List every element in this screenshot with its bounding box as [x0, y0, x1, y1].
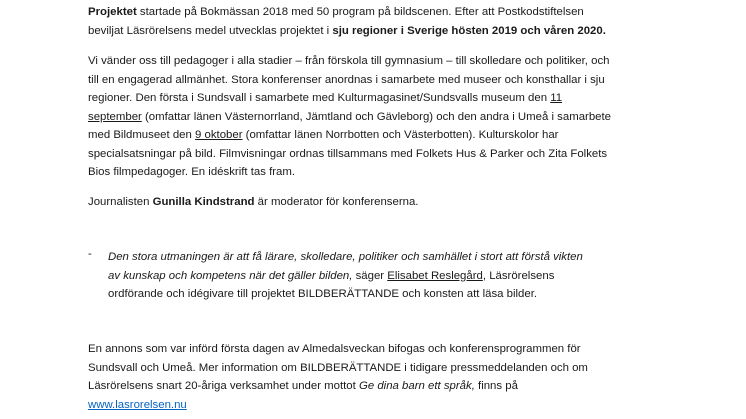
- paragraph-moderator: [88, 193, 688, 212]
- text: , Läsrörelsens: [482, 269, 555, 282]
- bullet-dash: -: [88, 248, 92, 260]
- motto-text: Ge dina barn ett språk,: [358, 380, 475, 392]
- text: till en engagerad allmänhet. Stora konferenser anordnas i samarbete med museer och konsthallar i sju: [88, 73, 605, 86]
- text: Vi vänder oss till pedagoger i alla stadier – från förskola till gymnasium – till skolledare och politiker, och: [88, 55, 610, 67]
- quote-block: [88, 248, 688, 304]
- regions-highlight: sju regioner i Sverige hösten 2019 och våren 2020.: [332, 24, 606, 37]
- paragraph-more-info: [88, 340, 688, 414]
- moderator-name: Gunilla Kindstrand: [152, 196, 255, 208]
- text: är moderator för konferenserna.: [254, 196, 419, 208]
- text: Journalisten: [88, 196, 153, 208]
- text: beviljat Läsrörelsens medel utvecklas projektet i: [88, 24, 333, 37]
- date-sept-link[interactable]: september: [88, 110, 142, 123]
- text: Läsrörelsens snart 20-åriga verksamhet under mottot: [88, 380, 359, 392]
- text: startade på Bokmässan 2018 med 50 program på bildscenen. Efter att Postkodstiftelsen: [136, 6, 584, 18]
- project-label: Projektet: [88, 6, 137, 18]
- text: säger: [352, 269, 388, 282]
- quote-text: av kunskap och kompetens när det gäller bilden,: [108, 269, 353, 282]
- quote-text: Den stora utmaningen är att få lärare, skolledare, politiker och samhället i stort att förstå vikten: [108, 251, 583, 263]
- text: ordförande och idégivare till projektet BILDBERÄTTANDE och konsten att läsa bilder.: [108, 288, 538, 300]
- paragraph-intro: [88, 3, 688, 40]
- date-9-oktober-link[interactable]: 9 oktober: [195, 129, 243, 141]
- date-11-sept-link[interactable]: 11: [550, 92, 563, 104]
- text: med Bildmuseet den: [88, 129, 196, 141]
- text: (omfattar länen Västernorrland, Jämtland och Gävleborg) och den andra i Umeå i samarbete: [141, 110, 611, 123]
- text: Sundsvall och Umeå. Mer information om BILDBERÄTTANDE i tidigare pressmeddelanden och om: [88, 361, 588, 374]
- elisabet-reslegard-link[interactable]: Elisabet Reslegård: [387, 269, 483, 282]
- text: specialsatsningar på bild. Filmvisningar ordnas tillsammans med Folkets Hus & Parker och Zita Folkets: [88, 147, 608, 160]
- text: (omfattar länen Norrbotten och Västerbotten). Kulturskolor har: [242, 129, 559, 141]
- text: En annons som var införd första dagen av Almedalsveckan bifogas och konferensprogrammen för: [88, 343, 581, 355]
- website-link[interactable]: www.lasrorelsen.nu: [88, 398, 187, 411]
- text: Bios filmpedagoger. En idéskrift tas fram.: [88, 166, 296, 178]
- text: finns på: [474, 380, 518, 392]
- paragraph-conferences: [88, 52, 688, 182]
- text: regioner. Den första i Sundsvall i samarbete med Kulturmagasinet/Sundsvalls museum den: [88, 92, 551, 104]
